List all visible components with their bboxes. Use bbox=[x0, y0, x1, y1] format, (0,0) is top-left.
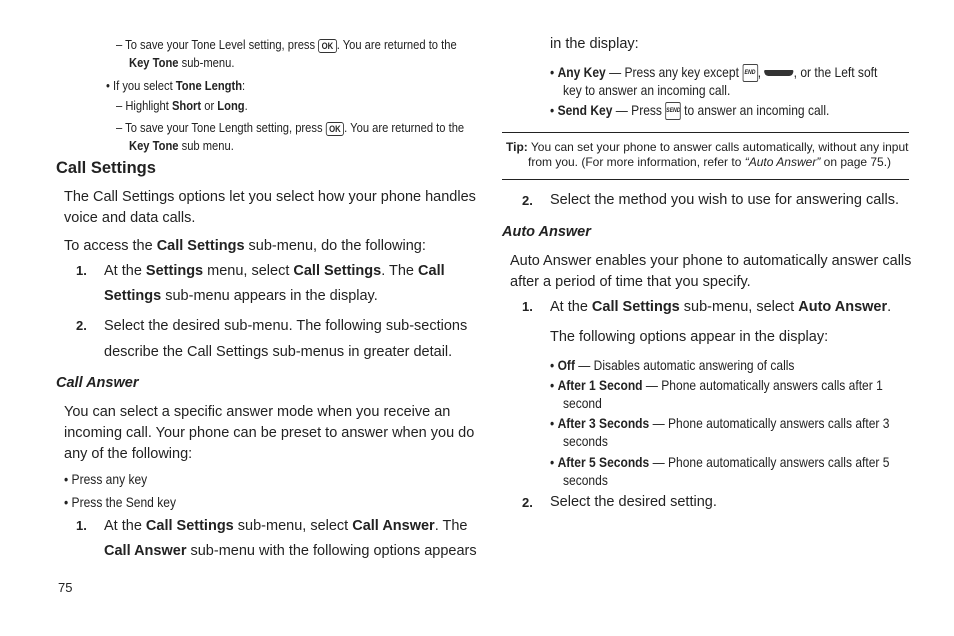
end-key-icon: END bbox=[742, 64, 757, 82]
intro-line1: The Call Settings options let you select how your phone handles bbox=[64, 189, 476, 205]
tone-level-save-line2: Key Tone sub-menu. bbox=[129, 55, 235, 70]
step1-number: 1. bbox=[76, 263, 87, 278]
tone-length-bullet: • If you select Tone Length: bbox=[106, 78, 246, 93]
call-answer-heading: Call Answer bbox=[56, 375, 139, 391]
r-step2-text: Select the method you wish to use for answering calls. bbox=[550, 192, 899, 208]
option-after-3-line2: seconds bbox=[563, 433, 608, 449]
option-after-1-line1: • After 1 Second — Phone automatically answers calls after 1 bbox=[550, 377, 883, 393]
option-after-5-line1: • After 5 Seconds — Phone automatically answers calls after 5 bbox=[550, 454, 890, 470]
any-key-line2: key to answer an incoming call. bbox=[563, 82, 731, 98]
call-answer-line2: incoming call. Your phone can be preset to answer when you do bbox=[64, 425, 475, 441]
bullet-press-send-key: • Press the Send key bbox=[64, 494, 176, 510]
option-after-5-line2: seconds bbox=[563, 472, 608, 488]
tip-top-rule bbox=[502, 132, 909, 133]
ca-step1-number: 1. bbox=[76, 518, 87, 533]
auto-answer-heading: Auto Answer bbox=[502, 224, 591, 240]
step2-number: 2. bbox=[76, 318, 87, 333]
step2-line2: describe the Call Settings sub-menus in greater detail. bbox=[104, 344, 453, 360]
send-key-icon: SEND bbox=[665, 102, 680, 120]
ca-step1-line2: Call Answer sub-menu with the following options appears bbox=[104, 543, 477, 559]
options-appear-line: The following options appear in the display: bbox=[550, 329, 829, 345]
highlight-line: – Highlight Short or Long. bbox=[116, 98, 248, 113]
tip-line2: from you. (For more information, refer to “Auto Answer” on page 75.) bbox=[528, 155, 892, 169]
tip-bottom-rule bbox=[502, 179, 909, 180]
left-soft-key-icon bbox=[764, 70, 793, 76]
step2-line1: Select the desired sub-menu. The following sub-sections bbox=[104, 318, 468, 334]
r-step2-number: 2. bbox=[522, 193, 533, 208]
ok-key-icon: OK bbox=[318, 39, 336, 53]
intro-line2: voice and data calls. bbox=[64, 210, 196, 226]
page-number: 75 bbox=[58, 580, 73, 595]
aa-step1-number: 1. bbox=[522, 299, 533, 314]
option-after-3-line1: • After 3 Seconds — Phone automatically answers calls after 3 bbox=[550, 415, 890, 431]
call-answer-line1: You can select a specific answer mode when you receive an bbox=[64, 404, 451, 420]
option-off: • Off — Disables automatic answering of calls bbox=[550, 357, 795, 373]
any-key-line1: • Any Key — Press any key except END , , or the Left soft bbox=[550, 64, 877, 82]
ca-step1-line1: At the Call Settings sub-menu, select Call Answer. The bbox=[104, 518, 468, 534]
auto-answer-line1: Auto Answer enables your phone to automatically answer calls bbox=[510, 253, 912, 269]
option-after-1-line2: second bbox=[563, 395, 602, 411]
call-answer-line3: any of the following: bbox=[64, 446, 193, 462]
call-settings-heading: Call Settings bbox=[56, 159, 156, 177]
ok-key-icon: OK bbox=[326, 122, 344, 136]
step1-line2: Settings sub-menu appears in the display. bbox=[104, 288, 378, 304]
aa-step2-number: 2. bbox=[522, 495, 533, 510]
bullet-press-any-key: • Press any key bbox=[64, 471, 148, 487]
access-line: To access the Call Settings sub-menu, do the following: bbox=[64, 238, 426, 254]
tone-length-save-line1: – To save your Tone Length setting, press OK . You are returned to the bbox=[116, 120, 465, 135]
tone-length-save-line2: Key Tone sub menu. bbox=[129, 138, 234, 153]
aa-step1-text: At the Call Settings sub-menu, select Auto Answer. bbox=[550, 299, 892, 315]
tip-line1: Tip: You can set your phone to answer calls automatically, without any input bbox=[506, 140, 909, 154]
tone-level-save-line1: – To save your Tone Level setting, press OK . You are returned to the bbox=[116, 37, 457, 52]
aa-step2-text: Select the desired setting. bbox=[550, 494, 717, 510]
auto-answer-line2: after a period of time that you specify. bbox=[510, 274, 751, 290]
in-display-line: in the display: bbox=[550, 36, 639, 52]
send-key-line: • Send Key — Press SEND to answer an incoming call. bbox=[550, 102, 829, 120]
step1-line1: At the Settings menu, select Call Settings. The Call bbox=[104, 263, 445, 279]
